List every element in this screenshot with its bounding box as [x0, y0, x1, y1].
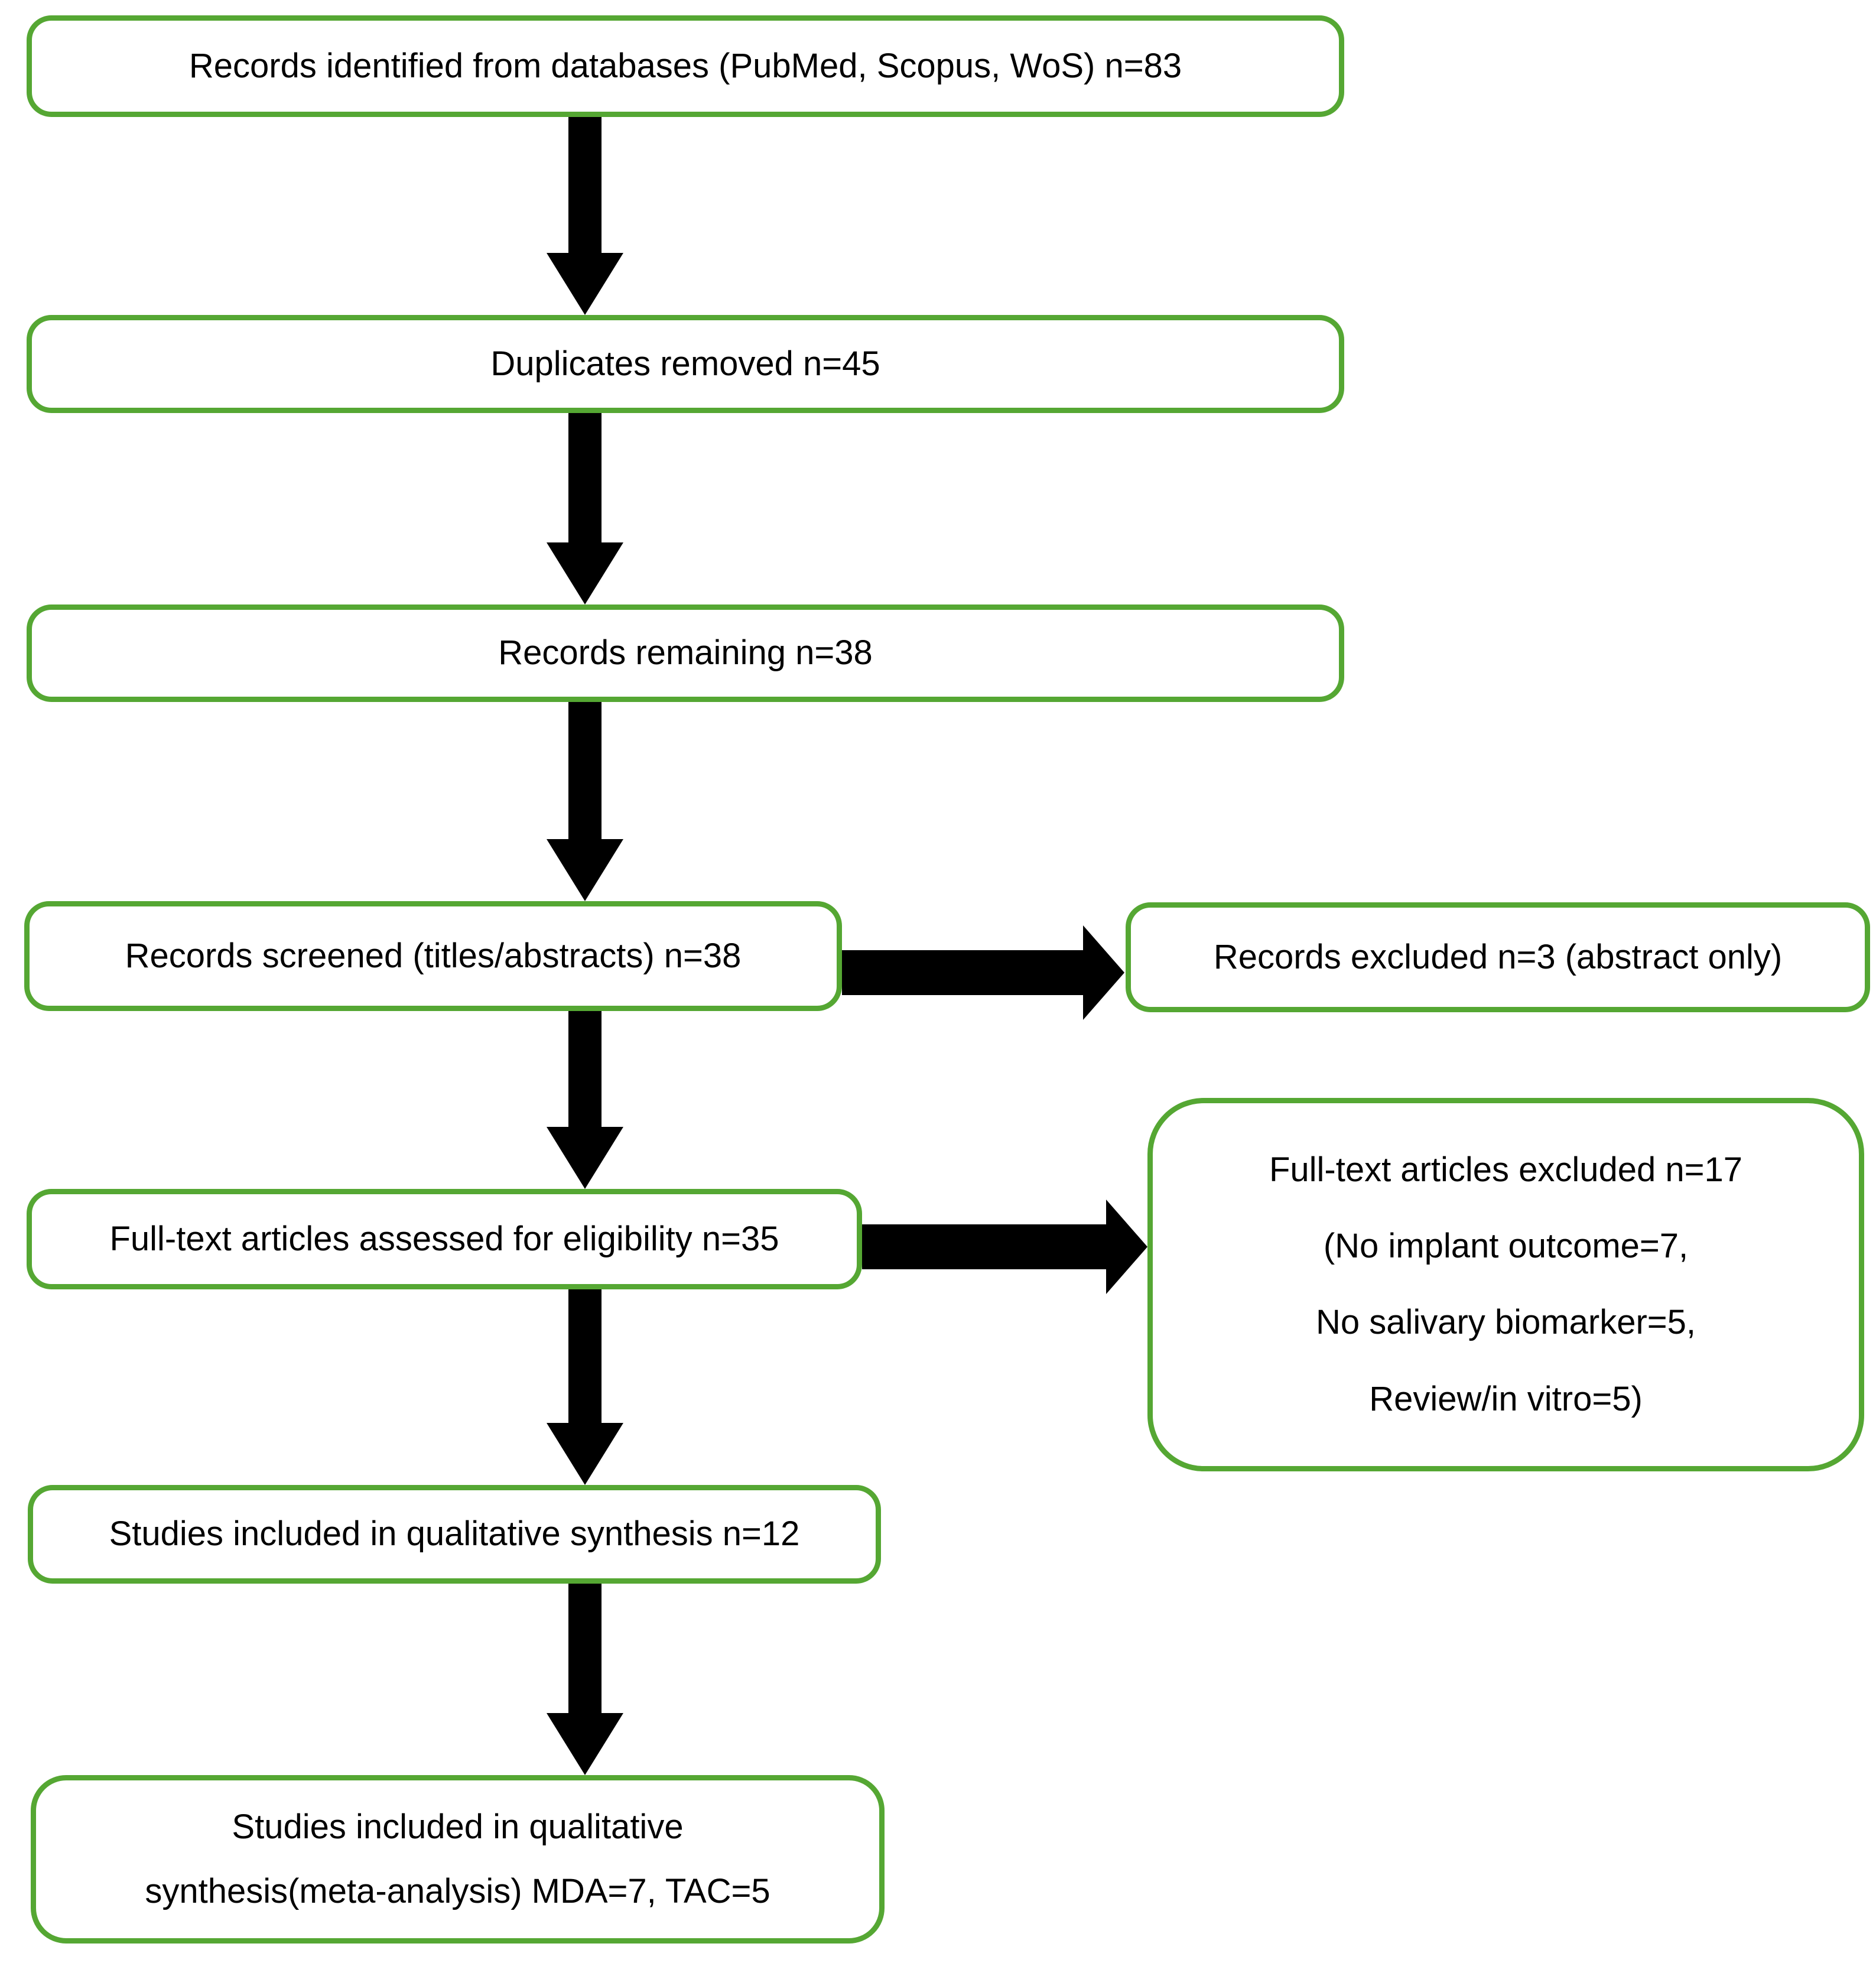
- arrow-down-head: [547, 1713, 623, 1775]
- arrow-shaft: [568, 413, 602, 542]
- arrow-qualitative-to-meta: [547, 1584, 623, 1775]
- box-meta-analysis-line-2: synthesis(meta-analysis) MDA=7, TAC=5: [145, 1871, 770, 1910]
- arrow-shaft: [568, 117, 602, 253]
- arrow-right-head: [1083, 925, 1124, 1020]
- box-records-screened: [24, 901, 842, 1011]
- arrow-screened-to-fulltext: [547, 1011, 623, 1189]
- arrow-duplicates-to-remaining: [547, 413, 623, 604]
- arrow-identified-to-duplicates: [547, 117, 623, 315]
- arrow-fulltext-to-excluded: [862, 1200, 1147, 1294]
- arrow-down-head: [547, 1423, 623, 1485]
- arrow-shaft: [568, 702, 602, 839]
- arrow-down-head: [547, 542, 623, 604]
- box-fulltext-excluded-line-1: Full-text articles excluded n=17: [1269, 1150, 1743, 1189]
- arrow-shaft: [568, 1584, 602, 1713]
- arrow-remaining-to-screened: [547, 702, 623, 901]
- box-records-remaining-label: Records remaining n=38: [498, 633, 873, 672]
- box-records-excluded-label: Records excluded n=3 (abstract only): [1213, 937, 1783, 976]
- arrow-down-head: [547, 839, 623, 901]
- arrow-shaft: [568, 1011, 602, 1127]
- arrow-shaft: [862, 1224, 1106, 1269]
- box-fulltext-assessed: [27, 1189, 862, 1289]
- box-meta-analysis: [31, 1775, 885, 1944]
- box-qualitative-synthesis-label: Studies included in qualitative synthesis n=12: [109, 1514, 800, 1554]
- box-records-excluded: [1126, 902, 1870, 1012]
- box-records-identified-label: Records identified from databases (PubMed, Scopus, WoS) n=83: [188, 46, 1182, 85]
- arrow-screened-to-excluded: [842, 925, 1124, 1020]
- box-qualitative-synthesis: [28, 1485, 881, 1584]
- box-fulltext-excluded-line-4: Review/in vitro=5): [1369, 1379, 1643, 1418]
- box-fulltext-excluded-line-2: (No implant outcome=7,: [1323, 1227, 1689, 1266]
- box-records-remaining: [27, 604, 1344, 702]
- arrow-right-head: [1106, 1200, 1147, 1294]
- arrow-down-head: [547, 253, 623, 315]
- arrow-shaft: [842, 950, 1083, 995]
- box-meta-analysis-line-1: Studies included in qualitative: [232, 1808, 684, 1846]
- arrow-shaft: [568, 1289, 602, 1423]
- arrow-down-head: [547, 1127, 623, 1189]
- box-duplicates-removed: [27, 315, 1344, 413]
- box-fulltext-assessed-label: Full-text articles assessed for eligibility n=35: [109, 1219, 779, 1258]
- box-fulltext-excluded: [1147, 1098, 1864, 1471]
- box-records-screened-label: Records screened (titles/abstracts) n=38: [125, 936, 742, 975]
- box-records-identified: [27, 15, 1344, 117]
- arrow-fulltext-to-qualitative: [547, 1289, 623, 1485]
- box-duplicates-removed-label: Duplicates removed n=45: [490, 344, 880, 383]
- box-fulltext-excluded-line-3: No salivary biomarker=5,: [1315, 1303, 1696, 1342]
